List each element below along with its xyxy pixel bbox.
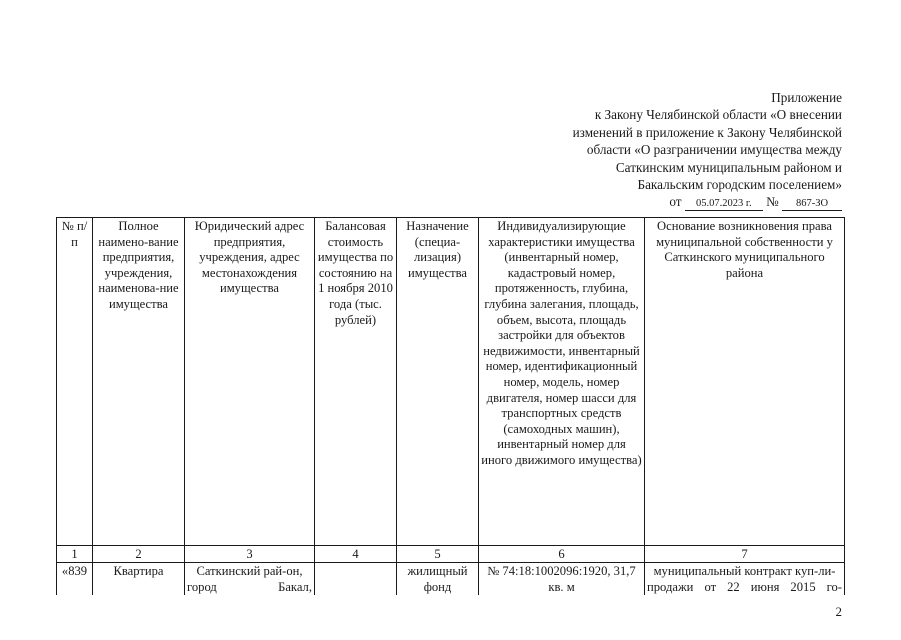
header-cell-purpose: Назначение (специа-лизация) имущества: [397, 218, 479, 546]
appendix-text-line: изменений в приложение к Закону Челябинской: [572, 124, 842, 140]
column-number: 2: [93, 546, 185, 563]
page-number: 2: [835, 604, 842, 619]
header-cell-characteristics: Индивидуализирующие характеристики имущества (инвентарный номер, кадастровый номер, протяженность, глубина, глубина залегания, площадь, объем, высота, площадь застройки для объектов недвижимости, инвентарный номер, идентификационный номер, модель, номер двигателя, номер шасси для транспортных средств (самоходных машин), инвентарный номер для иного движимого имущества): [479, 218, 645, 546]
column-number: 1: [57, 546, 93, 563]
header-cell-address: Юридический адрес предприятия, учреждения, адрес местонахождения имущества: [185, 218, 315, 546]
header-cell-ownership-basis: Основание возникновения права муниципальной собственности у Саткинского муниципального района: [645, 218, 845, 546]
appendix-text-line: Бакальским городским поселением»: [637, 177, 842, 193]
row-purpose: жилищный фонд: [397, 563, 479, 597]
law-date-number: [573, 193, 842, 211]
property-table: [56, 217, 845, 597]
column-number: 7: [645, 546, 845, 563]
law-number: 867-ЗО: [782, 197, 842, 211]
appendix-text-line: Саткинским муниципальным районом и: [615, 159, 842, 175]
row-characteristics: № 74:18:1002096:1920, 31,7 кв. м: [479, 563, 645, 597]
appendix-text-line: к Закону Челябинской области «О внесении: [594, 107, 842, 123]
row-name: Квартира: [93, 563, 185, 597]
appendix-header: [573, 89, 842, 211]
row-address: Саткинский рай-он, город Бакал,: [185, 563, 315, 597]
header-cell-name: Полное наимено-вание предприятия, учреждения, наименова-ние имущества: [93, 218, 185, 546]
header-cell-number: № п/п: [57, 218, 93, 546]
header-cell-balance-value: Балансовая стоимость имущества по состоянию на 1 ноября 2010 года (тыс. рублей): [315, 218, 397, 546]
column-number: 5: [397, 546, 479, 563]
from-label: от: [669, 194, 682, 210]
law-date: 05.07.2023 г.: [685, 197, 763, 211]
page-bottom-margin: [0, 595, 901, 640]
row-number: «839: [57, 563, 93, 597]
column-number: 4: [315, 546, 397, 563]
row-ownership-basis: муниципальный контракт куп-ли-продажи от 22 июня 2015 го-: [645, 563, 845, 597]
row-balance-value: [315, 563, 397, 597]
table-header-row: [57, 218, 845, 546]
number-label: №: [766, 194, 779, 210]
appendix-title: Приложение: [771, 90, 842, 105]
appendix-text-line: области «О разграничении имущества между: [586, 142, 842, 158]
column-number-row: [57, 546, 845, 563]
column-number: 3: [185, 546, 315, 563]
column-number: 6: [479, 546, 645, 563]
table-row: [57, 563, 845, 597]
